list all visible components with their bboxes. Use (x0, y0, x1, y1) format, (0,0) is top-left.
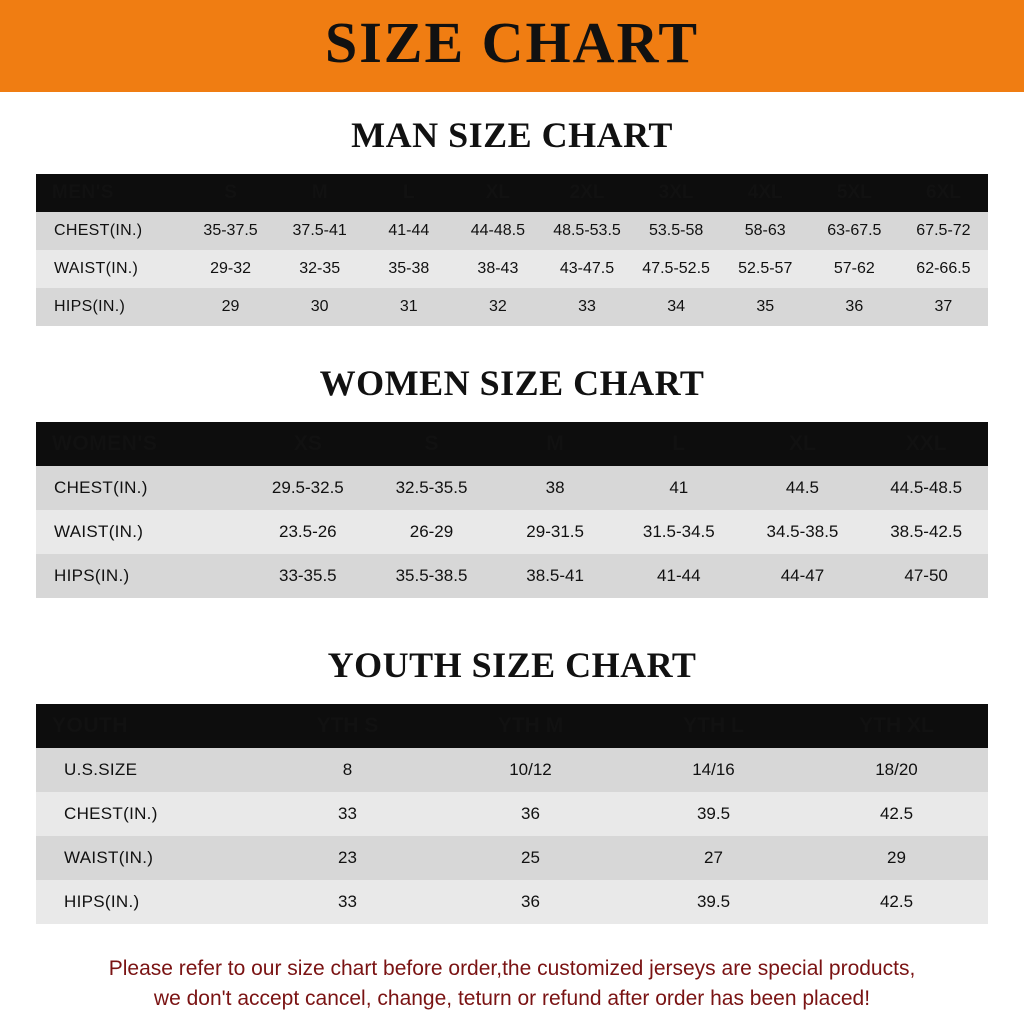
table-row (36, 212, 988, 250)
youth-cell: 39.5 (696, 804, 731, 823)
youth-table-wrapper (36, 704, 988, 924)
women-section-title: WOMEN SIZE CHART (319, 363, 705, 403)
men-size-header: M (311, 182, 328, 203)
men-cell: 48.5-53.5 (553, 222, 621, 239)
men-row-label: HIPS(IN.) (54, 298, 126, 315)
policy-note (32, 954, 992, 1015)
women-size-header: M (546, 432, 564, 455)
table-row (36, 510, 988, 554)
women-cell: 38.5-42.5 (890, 522, 963, 541)
men-cell: 35-38 (388, 260, 430, 277)
men-cell: 38-43 (477, 260, 519, 277)
youth-table-body (36, 748, 988, 924)
youth-row-label: CHEST(IN.) (64, 804, 158, 823)
women-size-header: XL (789, 432, 816, 455)
women-cell: 38 (545, 478, 565, 497)
men-size-header: 4XL (747, 182, 783, 203)
table-row (36, 748, 988, 792)
women-cell: 44.5-48.5 (890, 478, 963, 497)
men-size-header: 6XL (926, 182, 961, 203)
women-cell: 34.5-38.5 (766, 522, 839, 541)
youth-size-header: YTH S (316, 714, 379, 737)
men-cell: 33 (578, 298, 596, 315)
youth-cell: 27 (704, 848, 723, 867)
women-size-header: XS (293, 432, 322, 455)
men-cell: 32-35 (299, 260, 341, 277)
men-cell: 31 (399, 298, 418, 315)
women-row-label: CHEST(IN.) (54, 478, 148, 497)
men-size-header: XL (485, 182, 511, 203)
women-table-head (36, 422, 988, 466)
table-row (36, 466, 988, 510)
men-row-label: CHEST(IN.) (54, 222, 143, 239)
youth-cell: 36 (521, 892, 540, 911)
youth-cell: 25 (521, 848, 540, 867)
youth-size-header: YTH M (497, 714, 564, 737)
youth-row-label: HIPS(IN.) (64, 892, 140, 911)
header-banner (0, 0, 1024, 92)
women-table-body (36, 466, 988, 598)
women-size-header: S (424, 432, 439, 455)
youth-table-head (36, 704, 988, 748)
men-row-label: WAIST(IN.) (54, 260, 139, 277)
men-cell: 67.5-72 (916, 222, 971, 239)
youth-size-header: YTH L (683, 714, 744, 737)
women-size-header: L (672, 432, 686, 455)
youth-cell: 29 (887, 848, 906, 867)
women-cell: 29-31.5 (526, 522, 584, 541)
men-cell: 52.5-57 (738, 260, 793, 277)
youth-cell: 8 (342, 760, 353, 779)
women-corner-label: WOMEN'S (52, 432, 158, 455)
women-cell: 44-47 (780, 566, 825, 585)
men-cell: 43-47.5 (559, 260, 615, 277)
men-header-row (36, 174, 988, 212)
women-cell: 35.5-38.5 (395, 566, 468, 585)
men-cell: 41-44 (388, 222, 430, 239)
table-row (36, 880, 988, 924)
table-row (36, 554, 988, 598)
women-row-label: WAIST(IN.) (54, 522, 144, 541)
women-cell: 41 (669, 478, 689, 497)
page-title: SIZE CHART (324, 10, 700, 75)
policy-note-line-2: we don't accept cancel, change, teturn or refund after order has been placed! (153, 987, 871, 1011)
men-corner-label: MEN'S (52, 182, 114, 203)
women-row-label: HIPS(IN.) (54, 566, 130, 585)
men-size-header: 2XL (569, 182, 605, 203)
men-size-header: S (224, 182, 237, 203)
women-cell: 31.5-34.5 (642, 522, 715, 541)
women-cell: 38.5-41 (526, 566, 584, 585)
youth-cell: 10/12 (509, 760, 552, 779)
women-cell: 33-35.5 (278, 566, 337, 585)
men-section-title: MAN SIZE CHART (351, 115, 673, 155)
youth-cell: 18/20 (875, 760, 918, 779)
women-cell: 41-44 (657, 566, 701, 585)
men-cell: 62-66.5 (916, 260, 971, 277)
women-table-wrapper (36, 422, 988, 598)
women-size-table (36, 422, 988, 598)
men-cell: 58-63 (744, 222, 786, 239)
men-table-wrapper (36, 174, 988, 326)
men-cell: 29-32 (210, 260, 252, 277)
women-cell: 23.5-26 (278, 522, 337, 541)
women-header-row (36, 422, 988, 466)
women-cell: 47-50 (904, 566, 948, 585)
men-cell: 53.5-58 (648, 222, 704, 239)
women-cell: 26-29 (409, 522, 454, 541)
women-size-header: XXL (905, 432, 947, 455)
men-cell: 32 (488, 298, 507, 315)
youth-cell: 36 (521, 804, 540, 823)
men-size-table (36, 174, 988, 326)
table-row (36, 250, 988, 288)
men-cell: 36 (845, 298, 864, 315)
youth-size-table (36, 704, 988, 924)
youth-cell: 23 (338, 848, 357, 867)
table-row (36, 836, 988, 880)
youth-cell: 42.5 (879, 892, 914, 911)
men-cell: 63-67.5 (827, 222, 882, 239)
youth-cell: 33 (338, 804, 357, 823)
men-cell: 37.5-41 (292, 222, 347, 239)
youth-corner-label: YOUTH (52, 714, 128, 737)
youth-header-row (36, 704, 988, 748)
youth-cell: 42.5 (879, 804, 914, 823)
men-table-body (36, 212, 988, 326)
men-size-header: L (402, 182, 415, 203)
women-cell: 44.5 (785, 478, 819, 497)
men-cell: 37 (934, 298, 953, 315)
youth-row-label: U.S.SIZE (64, 760, 138, 779)
men-cell: 29 (221, 298, 240, 315)
men-cell: 35-37.5 (203, 222, 258, 239)
men-cell: 34 (667, 298, 685, 315)
table-row (36, 288, 988, 326)
women-cell: 29.5-32.5 (271, 478, 344, 497)
men-cell: 57-62 (833, 260, 875, 277)
men-cell: 30 (310, 298, 329, 315)
youth-size-header: YTH XL (859, 714, 934, 737)
men-table-head (36, 174, 988, 212)
men-cell: 47.5-52.5 (642, 260, 710, 277)
men-cell: 44-48.5 (470, 222, 526, 239)
men-size-header: 5XL (836, 182, 872, 203)
policy-note-line-1: Please refer to our size chart before order,the customized jerseys are special products, (108, 957, 916, 980)
table-row (36, 792, 988, 836)
youth-cell: 14/16 (692, 760, 735, 779)
youth-section-title: YOUTH SIZE CHART (327, 645, 697, 685)
men-cell: 35 (756, 298, 775, 315)
youth-row-label: WAIST(IN.) (64, 848, 154, 867)
youth-cell: 33 (338, 892, 357, 911)
youth-cell: 39.5 (696, 892, 731, 911)
men-size-header: 3XL (658, 182, 694, 203)
women-cell: 32.5-35.5 (395, 478, 468, 497)
